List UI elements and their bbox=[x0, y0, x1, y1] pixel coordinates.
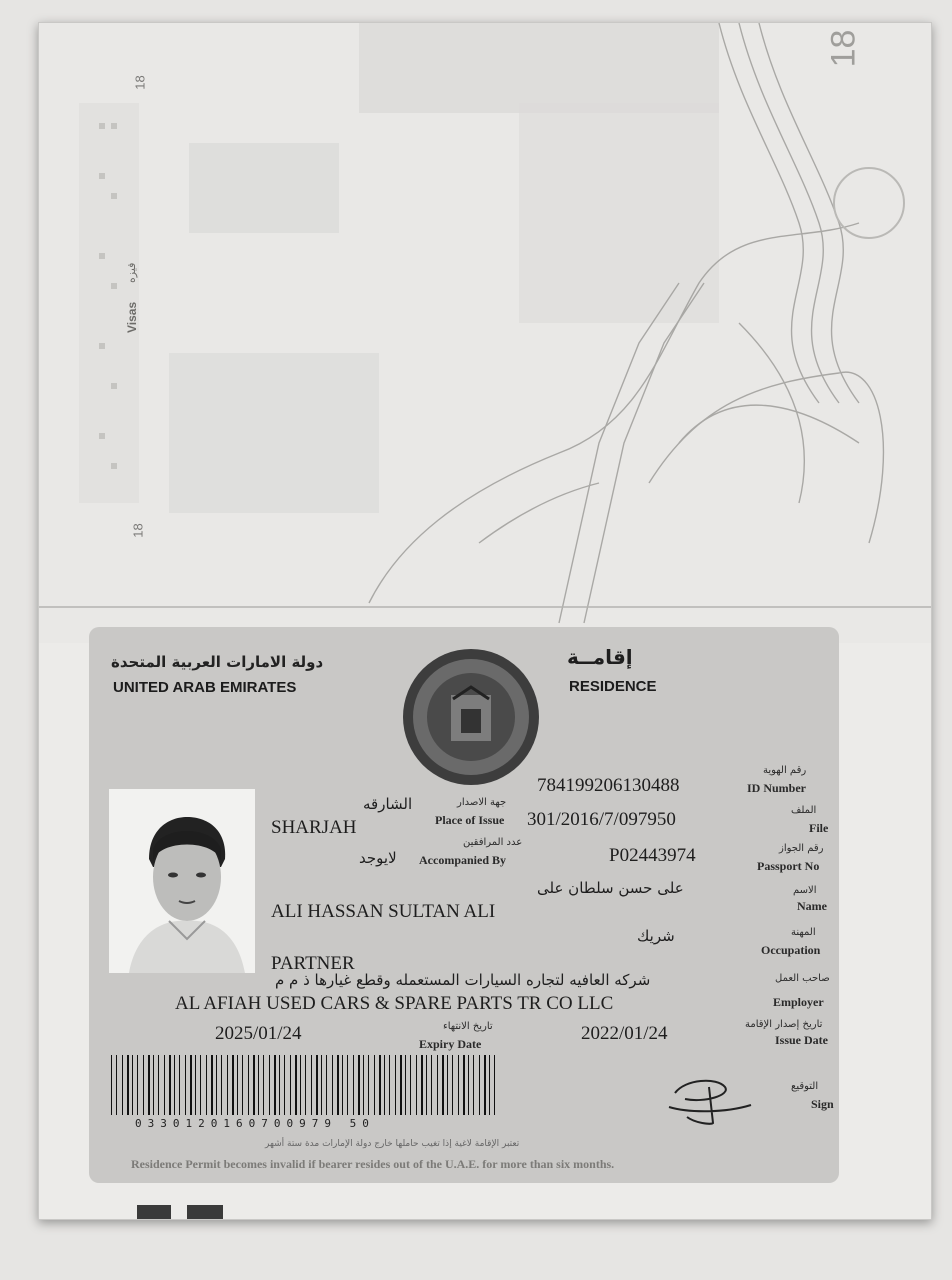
barcode-bar bbox=[242, 1055, 243, 1115]
barcode-bar bbox=[494, 1055, 495, 1115]
expiry-date-label-en: Expiry Date bbox=[419, 1037, 482, 1051]
place-of-issue-value-ar: الشارقه bbox=[363, 795, 413, 813]
barcode-bar bbox=[374, 1055, 375, 1115]
file-label-ar: الملف bbox=[791, 805, 817, 816]
barcode-bar bbox=[353, 1055, 354, 1115]
page-edge-mark bbox=[137, 1205, 171, 1219]
barcode-bar bbox=[263, 1055, 264, 1115]
barcode-bar bbox=[153, 1055, 154, 1115]
permit-type-ar: إقامــة bbox=[567, 645, 633, 669]
barcode-bar bbox=[148, 1055, 150, 1115]
barcode-bar bbox=[321, 1055, 322, 1115]
barcode-bar bbox=[431, 1055, 432, 1115]
accompanied-by-label-en: Accompanied By bbox=[419, 853, 506, 867]
uae-emblem-seal bbox=[401, 647, 541, 787]
file-value: 301/2016/7/097950 bbox=[527, 809, 676, 830]
barcode-bar bbox=[127, 1055, 129, 1115]
barcode-bar bbox=[452, 1055, 453, 1115]
barcode-bar bbox=[221, 1055, 222, 1115]
page-number-corner: 18 bbox=[824, 29, 863, 68]
accompanied-by-value-ar: لايوجد bbox=[359, 849, 397, 867]
barcode-bar bbox=[395, 1055, 396, 1115]
barcode-bar bbox=[426, 1055, 427, 1115]
barcode-bar bbox=[416, 1055, 417, 1115]
barcode-bar bbox=[389, 1055, 390, 1115]
barcode-bar bbox=[311, 1055, 312, 1115]
expiry-date-label-ar: تاريخ الانتهاء bbox=[443, 1021, 493, 1032]
barcode-bar bbox=[358, 1055, 360, 1115]
barcode-bar bbox=[279, 1055, 280, 1115]
footer-warning-en: Residence Permit becomes invalid if bearer resides out of the U.A.E. for more than six months. bbox=[131, 1157, 615, 1171]
barcode-bar bbox=[363, 1055, 364, 1115]
page-number-side: 18 bbox=[130, 523, 146, 538]
barcode-bar bbox=[384, 1055, 385, 1115]
name-label-en: Name bbox=[797, 899, 827, 913]
barcode-bar bbox=[122, 1055, 123, 1115]
page-number-top: 18 bbox=[132, 75, 148, 90]
barcode-bar bbox=[468, 1055, 469, 1115]
barcode-bar bbox=[169, 1055, 171, 1115]
expiry-date-value: 2025/01/24 bbox=[215, 1023, 302, 1044]
name-value-en: ALI HASSAN SULTAN ALI bbox=[271, 901, 496, 922]
barcode-bar bbox=[316, 1055, 318, 1115]
occupation-value-en: PARTNER bbox=[271, 953, 355, 974]
visas-header-en: Visas bbox=[125, 301, 139, 333]
country-name-en: UNITED ARAB EMIRATES bbox=[113, 679, 297, 696]
passport-no-value: P02443974 bbox=[609, 845, 696, 866]
signature-label-en: Sign bbox=[811, 1097, 834, 1111]
barcode-bar bbox=[253, 1055, 255, 1115]
barcode-bar bbox=[206, 1055, 207, 1115]
barcode-bar bbox=[143, 1055, 144, 1115]
employer-label-en: Employer bbox=[773, 995, 824, 1009]
name-label-ar: الاسم bbox=[793, 885, 817, 896]
barcode-bar bbox=[489, 1055, 490, 1115]
barcode-bar bbox=[332, 1055, 333, 1115]
employer-value-en: AL AFIAH USED CARS & SPARE PARTS TR CO LLC bbox=[175, 993, 614, 1014]
occupation-label-en: Occupation bbox=[761, 943, 821, 957]
barcode-bar bbox=[479, 1055, 480, 1115]
place-of-issue-label-ar: جهة الاصدار bbox=[457, 797, 507, 808]
barcode-bar bbox=[337, 1055, 339, 1115]
barcode-bar bbox=[174, 1055, 175, 1115]
issue-date-label-en: Issue Date bbox=[775, 1033, 828, 1047]
barcode-bar bbox=[284, 1055, 285, 1115]
barcode-bar bbox=[258, 1055, 259, 1115]
barcode-bar bbox=[405, 1055, 406, 1115]
passport-visa-page bbox=[38, 22, 932, 1220]
id-number-value: 784199206130488 bbox=[537, 775, 680, 796]
passport-no-label-en: Passport No bbox=[757, 859, 820, 873]
barcode-bar bbox=[300, 1055, 301, 1115]
employer-value-ar: شركه العافيه لتجاره السيارات المستعمله وقطع غيارها ذ م م bbox=[275, 971, 651, 989]
barcode-bar bbox=[137, 1055, 138, 1115]
barcode-bar bbox=[237, 1055, 238, 1115]
barcode-bar bbox=[132, 1055, 133, 1115]
barcode-bar bbox=[179, 1055, 180, 1115]
page-background-artwork bbox=[39, 23, 931, 643]
permit-type-en: RESIDENCE bbox=[569, 678, 657, 695]
barcode-bar bbox=[274, 1055, 276, 1115]
barcode-bar bbox=[463, 1055, 465, 1115]
barcode-bar bbox=[200, 1055, 201, 1115]
occupation-label-ar: المهنة bbox=[791, 927, 816, 938]
barcode-bar bbox=[326, 1055, 327, 1115]
barcode-bar bbox=[295, 1055, 297, 1115]
barcode-bar bbox=[458, 1055, 459, 1115]
barcode-bar bbox=[227, 1055, 228, 1115]
barcode-bar bbox=[269, 1055, 270, 1115]
page-edge-mark bbox=[187, 1205, 223, 1219]
visas-header-ar: فيزه bbox=[125, 262, 138, 283]
barcode-bar bbox=[111, 1055, 112, 1115]
signature-label-ar: التوقيع bbox=[791, 1081, 819, 1092]
country-name-ar: دولة الامارات العربية المتحدة bbox=[111, 653, 324, 671]
barcode-bar bbox=[379, 1055, 381, 1115]
barcode-bar bbox=[248, 1055, 249, 1115]
barcode-bar bbox=[342, 1055, 343, 1115]
barcode-bar bbox=[347, 1055, 348, 1115]
barcode-bar bbox=[447, 1055, 448, 1115]
barcode-bar bbox=[185, 1055, 186, 1115]
place-of-issue-label-en: Place of Issue bbox=[435, 813, 505, 827]
issue-date-label-ar: تاريخ إصدار الإقامة bbox=[745, 1019, 823, 1030]
barcode-bar bbox=[421, 1055, 423, 1115]
footer-warning-ar: تعتبر الإقامة لاغية إذا تغيب حاملها خارج دولة الإمارات مدة ستة أشهر bbox=[265, 1139, 520, 1149]
passport-no-label-ar: رقم الجواز bbox=[779, 843, 824, 854]
barcode-bar bbox=[437, 1055, 438, 1115]
barcode-bar bbox=[442, 1055, 444, 1115]
barcode-bar bbox=[158, 1055, 159, 1115]
barcode-bar bbox=[116, 1055, 117, 1115]
accompanied-by-label-ar: عدد المرافقين bbox=[463, 837, 523, 848]
barcode-bar bbox=[211, 1055, 213, 1115]
barcode-bar bbox=[473, 1055, 474, 1115]
barcode-bar bbox=[164, 1055, 165, 1115]
name-value-ar: على حسن سلطان على bbox=[537, 879, 684, 897]
holder-photo bbox=[109, 789, 255, 973]
barcode-bar bbox=[368, 1055, 369, 1115]
file-label-en: File bbox=[809, 821, 829, 835]
barcode-bar bbox=[410, 1055, 411, 1115]
barcode-bar bbox=[305, 1055, 306, 1115]
holder-signature bbox=[665, 1073, 755, 1129]
barcode-bar bbox=[190, 1055, 192, 1115]
occupation-value-ar: شريك bbox=[637, 927, 675, 945]
barcode-bar bbox=[232, 1055, 234, 1115]
issue-date-value: 2022/01/24 bbox=[581, 1023, 668, 1044]
id-number-label-en: ID Number bbox=[747, 781, 806, 795]
employer-label-ar: صاحب العمل bbox=[775, 973, 830, 984]
barcode-bar bbox=[400, 1055, 402, 1115]
barcode-number: 0330120160700979 50 bbox=[135, 1117, 375, 1130]
barcode-bar bbox=[216, 1055, 217, 1115]
barcode-bar bbox=[484, 1055, 486, 1115]
id-number-label-ar: رقم الهوية bbox=[763, 765, 807, 776]
barcode-bar bbox=[290, 1055, 291, 1115]
barcode-bar bbox=[195, 1055, 196, 1115]
place-of-issue-value-en: SHARJAH bbox=[271, 817, 357, 838]
permit-barcode bbox=[109, 1055, 499, 1119]
